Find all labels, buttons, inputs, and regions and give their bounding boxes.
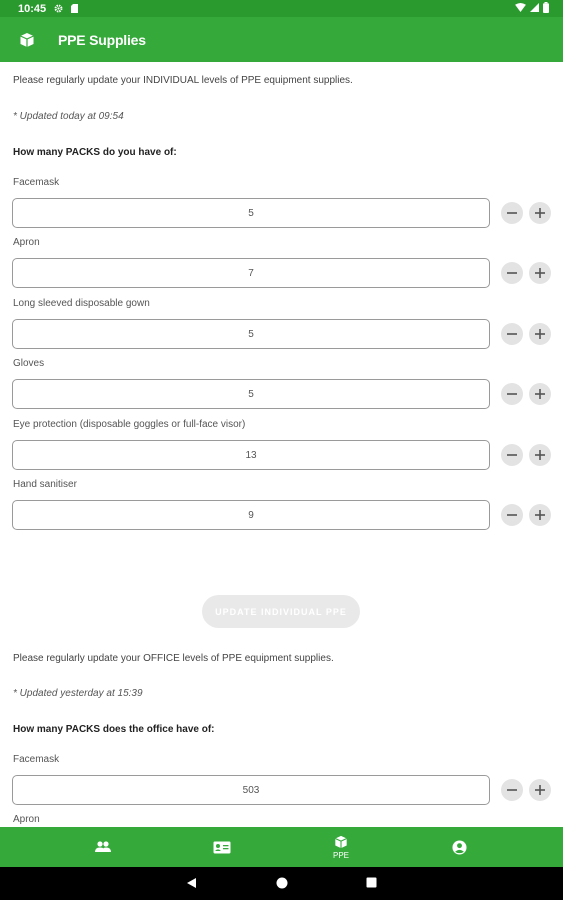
facemask-label: Facemask xyxy=(13,177,60,188)
office-apron-label: Apron xyxy=(13,814,40,825)
plus-icon xyxy=(534,449,546,461)
facemask-increment-button[interactable] xyxy=(529,202,551,224)
hand-sanitiser-increment-button[interactable] xyxy=(529,504,551,526)
minus-icon xyxy=(506,784,518,796)
sim-icon xyxy=(71,4,78,13)
hand-sanitiser-label: Hand sanitiser xyxy=(13,479,77,490)
apron-increment-button[interactable] xyxy=(529,262,551,284)
gown-input[interactable]: 5 xyxy=(12,319,490,349)
wifi-icon xyxy=(515,3,526,15)
hand-sanitiser-input[interactable]: 9 xyxy=(12,500,490,530)
plus-icon xyxy=(534,207,546,219)
plus-icon xyxy=(534,267,546,279)
gown-increment-button[interactable] xyxy=(529,323,551,345)
gloves-input[interactable]: 5 xyxy=(12,379,490,409)
system-nav-bar xyxy=(0,867,563,900)
eye-protection-input[interactable]: 13 xyxy=(12,440,490,470)
people-icon xyxy=(95,841,111,853)
back-icon[interactable] xyxy=(186,877,197,889)
nav-ppe-label: PPE xyxy=(332,850,349,860)
signal-icon xyxy=(530,3,539,15)
app-bar xyxy=(0,17,563,62)
account-icon xyxy=(452,840,467,855)
gloves-increment-button[interactable] xyxy=(529,383,551,405)
bottom-nav xyxy=(0,827,563,867)
office-facemask-input[interactable]: 503 xyxy=(12,775,490,805)
id-card-icon xyxy=(213,841,231,854)
minus-icon xyxy=(506,267,518,279)
individual-intro: Please regularly update your INDIVIDUAL levels of PPE equipment supplies. xyxy=(13,75,353,86)
office-facemask-increment-button[interactable] xyxy=(529,779,551,801)
gear-icon xyxy=(54,4,63,13)
update-individual-ppe-button[interactable]: UPDATE INDIVIDUAL PPE xyxy=(202,595,360,628)
office-facemask-label: Facemask xyxy=(13,754,60,765)
plus-icon xyxy=(534,328,546,340)
eye-protection-decrement-button[interactable] xyxy=(501,444,523,466)
gown-label: Long sleeved disposable gown xyxy=(13,298,150,309)
apron-label: Apron xyxy=(13,237,40,248)
nav-id-card-tab[interactable] xyxy=(182,827,262,867)
plus-icon xyxy=(534,509,546,521)
nav-account-tab[interactable] xyxy=(419,827,499,867)
minus-icon xyxy=(506,207,518,219)
office-intro: Please regularly update your OFFICE levels of PPE equipment supplies. xyxy=(13,653,334,664)
box-icon xyxy=(334,835,348,849)
gloves-decrement-button[interactable] xyxy=(501,383,523,405)
minus-icon xyxy=(506,328,518,340)
clock: 10:45 xyxy=(18,2,47,15)
apron-input[interactable]: 7 xyxy=(12,258,490,288)
gloves-label: Gloves xyxy=(13,358,45,369)
content-scroll[interactable] xyxy=(0,62,563,827)
eye-protection-label: Eye protection (disposable goggles or full-face visor) xyxy=(13,419,246,430)
battery-icon xyxy=(543,2,549,16)
minus-icon xyxy=(506,388,518,400)
page-title: PPE Supplies xyxy=(58,31,146,48)
minus-icon xyxy=(506,509,518,521)
facemask-input[interactable]: 5 xyxy=(12,198,490,228)
recents-icon[interactable] xyxy=(366,877,377,888)
apron-decrement-button[interactable] xyxy=(501,262,523,284)
office-updated: * Updated yesterday at 15:39 xyxy=(13,688,143,699)
nav-ppe-tab[interactable] xyxy=(301,827,381,867)
box-icon xyxy=(18,31,36,49)
gown-decrement-button[interactable] xyxy=(501,323,523,345)
plus-icon xyxy=(534,388,546,400)
individual-updated: * Updated today at 09:54 xyxy=(13,111,124,122)
individual-question: How many PACKS do you have of: xyxy=(13,147,177,158)
minus-icon xyxy=(506,449,518,461)
office-question: How many PACKS does the office have of: xyxy=(13,724,215,735)
nav-people-tab[interactable] xyxy=(63,827,143,867)
facemask-decrement-button[interactable] xyxy=(501,202,523,224)
home-icon[interactable] xyxy=(276,877,288,889)
office-facemask-decrement-button[interactable] xyxy=(501,779,523,801)
plus-icon xyxy=(534,784,546,796)
status-bar xyxy=(0,0,563,17)
hand-sanitiser-decrement-button[interactable] xyxy=(501,504,523,526)
eye-protection-increment-button[interactable] xyxy=(529,444,551,466)
